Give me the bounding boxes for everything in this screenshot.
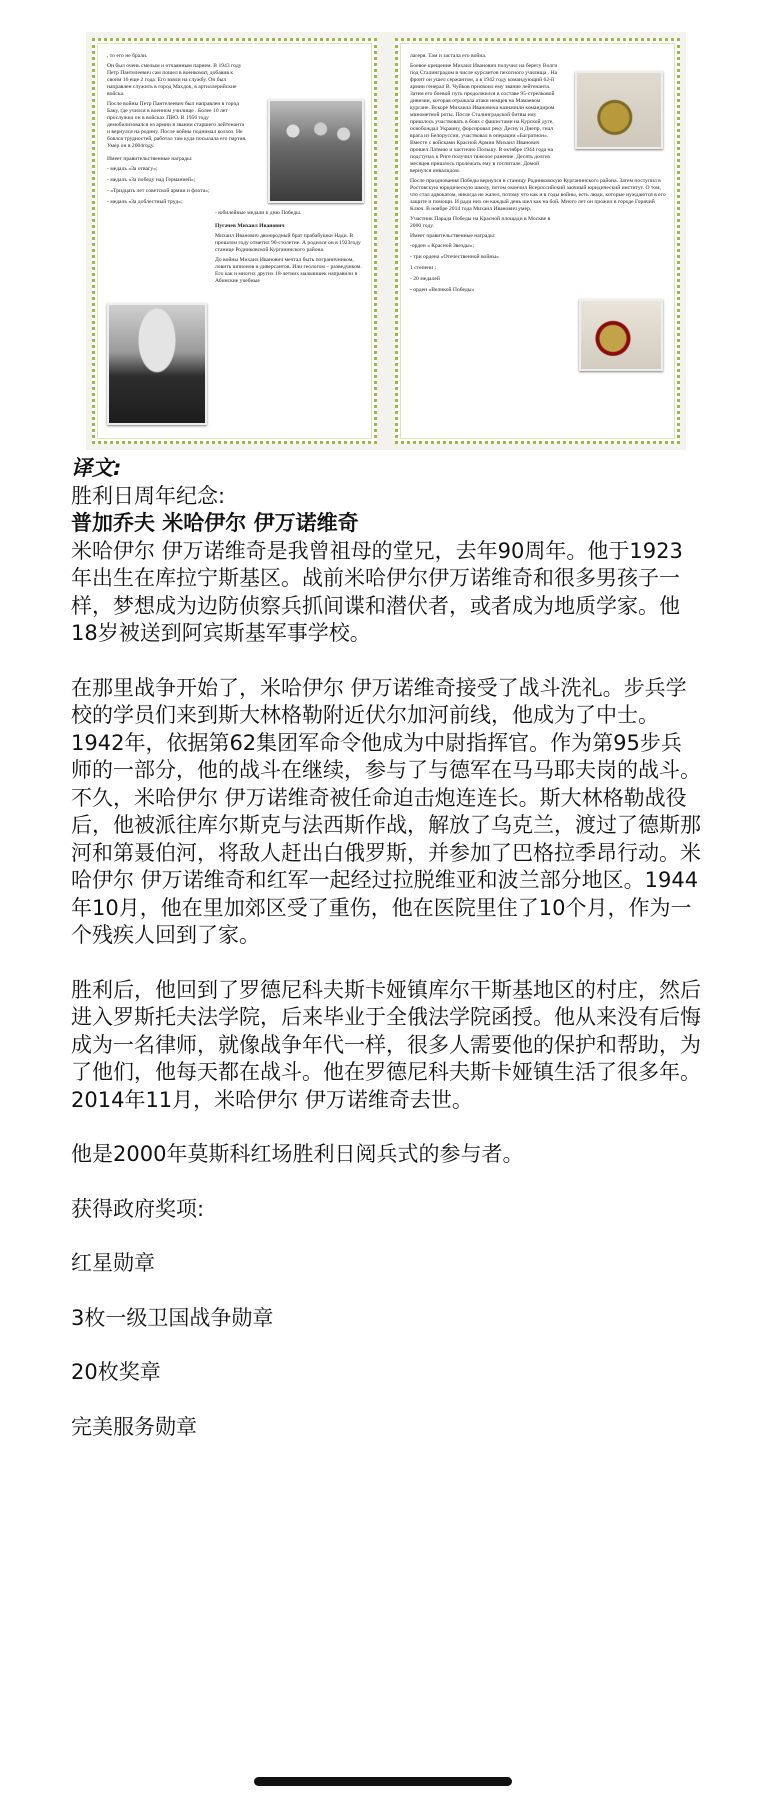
left-page-bio: Михаил Иванович двоюродный брат прабабушки Нади. В прошлом году отметил 90-столетие. А родился он в 1923году станице Родниковской Курганинского района.	[215, 233, 361, 253]
left-page-award: - «Тридцать лет советской армии и флота»;	[107, 188, 210, 194]
left-page-bio-block	[215, 210, 364, 285]
left-page-jubilee: - юбилейные медали к дню Победы.	[215, 210, 302, 216]
translation-paragraph: 在那里战争开始了，米哈伊尔 伊万诺维奇接受了战斗洗礼。步兵学校的学员们来到斯大林格勒附近伏尔加河前线，他成为了中士。1942年，依据第62集团军命令他成为中尉指挥官。作为第95步兵师的一部分，他的战斗在继续，参与了与德军在马马耶夫岗的战斗。不久，米哈伊尔 伊万诺维奇被任命迫击炮连连长。斯大林格勒战役后，他被派往库尔斯克与法西斯作战，解放了乌克兰，渡过了德斯那河和第聂伯河，将敌人赶出白俄罗斯，并参加了巴格拉季昂行动。米哈伊尔 伊万诺维奇和红军一起经过拉脱维亚和波兰部分地区。1944年10月，他在里加郊区受了重伤，他在医院里住了10个月，作为一个残疾人回到了家。	[71, 675, 701, 947]
left-page-award: - медаль «За отвагу»;	[107, 166, 158, 172]
left-page-award: - медаль «За победу над Германией»;	[107, 177, 196, 183]
left-page-after-war: После войны Петр Пантелеевич был направлен в город Баку, где учился в военном училище . Более 10 лет прослужил он в войсках ПВО. В 1956 году демобилизовался из армии в звании старшего лейтенанта и вернулся на родину. После войны поднимал колхоз. Не боялся трудностей, работал там куда посылала его партия. Умер он в 2004году.	[107, 101, 247, 149]
medal-photo	[575, 71, 663, 149]
translation-label: 译文:	[71, 456, 122, 480]
right-page-baptism: Боевое крещение Михаил Иванович получил на берегу Волги под Сталинградом в числе курсантов пехотного училища . На фронт он ушел сержантом, а в 1942 году командующий 62-й армии генерал В. Чуйков присвоил ему звание лейтенанта. Затем его боевой путь продолжился в составе 95-стрелковой дивизии, которая отражала атаки немцев на Мамаевом кургане. Вскоре Михаила Ивановича назначили командиром минометной роты. После Сталинградской битвы ему пришлось участвовать в боях с фашистами на Курской дуге, освобождал Украину, форсировал реку Десну и Днепр, гнал врага из Белоруссии, участвовал в операции «Багратион». Вместе с войсками Красной Армии Михаил Иванович прошел Латвию и частично Польшу. В октябре 1944 года на подступах к Риге получил тяжелое ранение. Десять долгих месяцев пришлось пролежать ему в госпитале. Домой вернулся инвалидом.	[410, 63, 558, 174]
left-page-top-text: , то его не брали.	[107, 53, 148, 59]
right-page-top-text: лагеря. Там и застала его война.	[410, 53, 487, 59]
left-page-name: Пугачев Михаил Иванович	[215, 223, 285, 229]
right-page-awards-column	[410, 216, 559, 294]
award-item: 3枚一级卫国战争勋章	[71, 1305, 274, 1330]
right-page-award: - 20 медалей	[410, 276, 440, 282]
right-page-award: - три ордена «Отечественной войны»	[410, 254, 499, 260]
hero-name: 普加乔夫 米哈伊尔 伊万诺维奇	[71, 511, 359, 535]
award-item: 红星勋章	[71, 1251, 155, 1275]
booklet-right-page	[395, 38, 680, 444]
left-page-award: - медаль «За доблестный труд»;	[107, 199, 183, 205]
translation-paragraph: 他是2000年莫斯科红场胜利日阅兵式的参与者。	[71, 1142, 524, 1166]
right-page-parade: Участник Парада Победы на Красной площади в Москве в 2000 году.	[410, 216, 551, 229]
translation-paragraph: 米哈伊尔 伊万诺维奇是我曾祖母的堂兄，去年90周年。他于1923年出生在库拉宁斯基区。战前米哈伊尔伊万诺维奇和很多男孩子一样，梦想成为边防侦察兵抓间谍和潜伏者，或者成为地质学家。他18岁被送到阿宾斯基军事学校。	[71, 538, 683, 645]
left-page-intro: Он был очень смелым и отчаянным парнем. В 1943 году Петр Пантелеевич сам пошел в военкомат, добавив к своим 16 еще 2 года. Его взяли на службу. Он был направлен служить в город Махдок, в артиллерийские войска.	[107, 63, 242, 97]
translation-paragraph: 胜利后，他回到了罗德尼科夫斯卡娅镇库尔干斯基地区的村庄，然后进入罗斯托夫法学院，后来毕业于全俄法学院函授。他从来没有后悔成为一名律师，就像战争年代一样，很多人需要他的保护和帮助，为了他们，他每天都在战斗。他在罗德尼科夫斯卡娅镇生活了很多年。2014年11月，米哈伊尔 伊万诺维奇去世。	[71, 977, 701, 1112]
award-item: 完美服务勋章	[71, 1414, 197, 1439]
home-indicator[interactable]	[254, 1777, 512, 1786]
awards-title: 获得政府奖项:	[71, 1196, 205, 1221]
award-item: 20枚奖章	[71, 1360, 161, 1384]
translation-content	[71, 455, 701, 1441]
booklet-left-page	[92, 38, 377, 444]
soldiers-group-photo	[268, 99, 364, 203]
right-page-award: -орден « Красной Звезды»;	[410, 243, 475, 249]
right-page-awards-title: Имеет правительственные награды:	[410, 233, 496, 239]
left-page-dream: До войны Михаил Иванович мечтал быть пограничником, ловить шпионов и диверсантов. Или геологом – разведчиком. Его как и многих других 18-летних мальчишек направили в Абинские учебные	[215, 257, 362, 284]
left-page-awards-title: Имеет правительственные награды:	[107, 156, 193, 162]
scanned-booklet-image	[86, 32, 686, 450]
right-page-after-victory: После празднования Победы вернулся в станицу Родниковскую Курганинского района. Затем поступил в Ростовскую юридическую школу, потом окончил Всероссийский заочный юридический институт. О том, что стал адвокатом, никогда не жалел, потому что как и в годы войны, есть люди, которые нуждаются в его защите и помощи. И ради них он каждый день шел как на бой. Много лет он прожил в городе Горячий Ключ. В ноябре 2014 года Михаил Иванович умер.	[410, 178, 666, 212]
right-page-award: 1 степени ;	[410, 265, 437, 271]
order-photo	[579, 299, 663, 371]
right-page-award: - орден «Великой Победы»	[410, 287, 475, 293]
translation-subtitle: 胜利日周年纪念:	[71, 483, 226, 508]
left-page-column	[107, 63, 248, 150]
portrait-photo	[107, 303, 207, 425]
right-page-column	[410, 63, 559, 175]
